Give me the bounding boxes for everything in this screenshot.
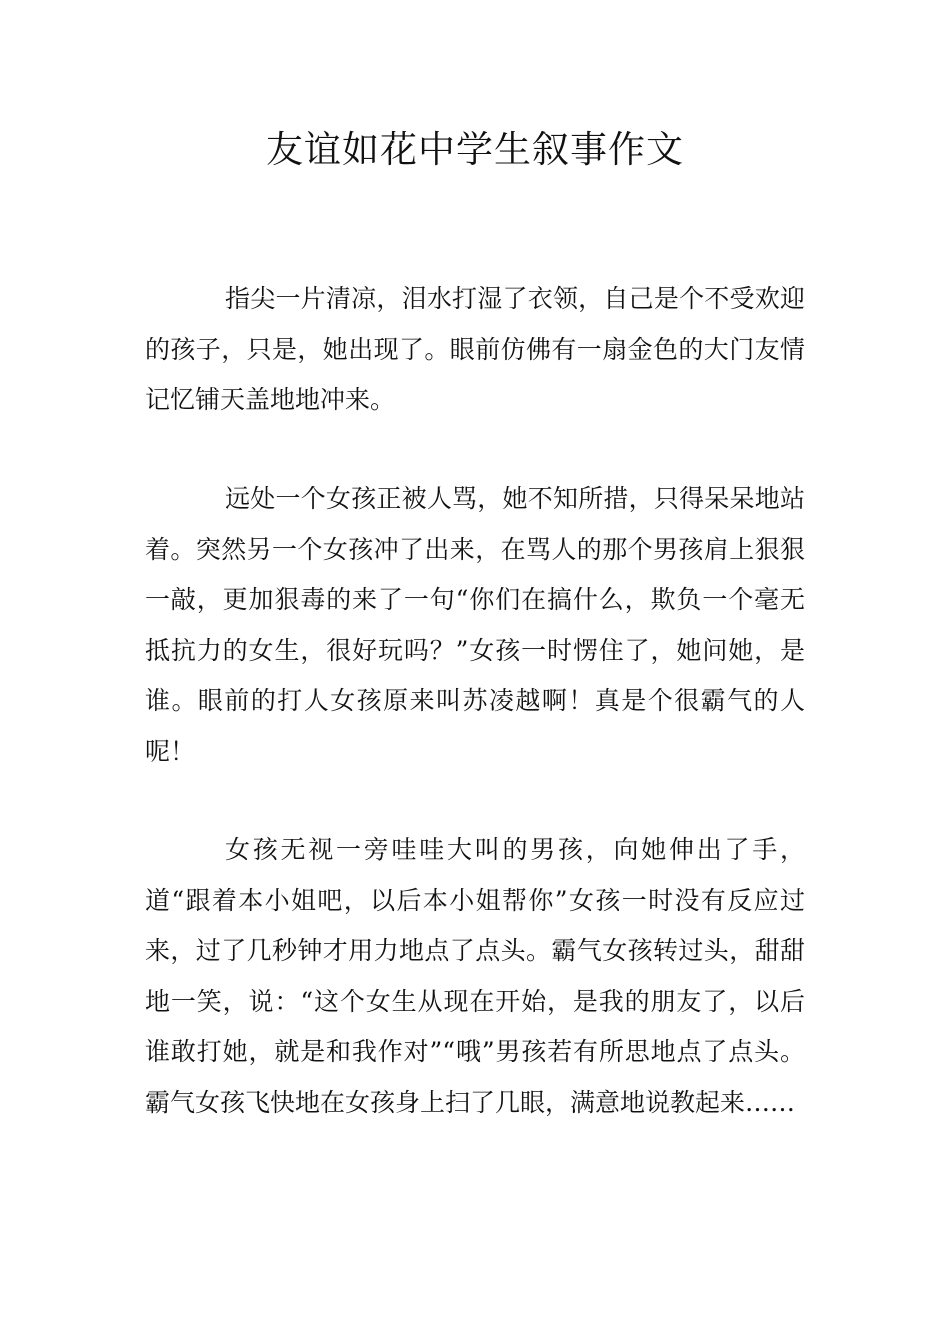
paragraph-1: 指尖一片清凉，泪水打湿了衣领，自己是个不受欢迎的孩子，只是，她出现了。眼前仿佛有一扇金色的大门友情记忆铺天盖地地冲来。 (145, 284, 805, 414)
paragraph-3: 女孩无视一旁哇哇大叫的男孩，向她伸出了手，道“跟着本小姐吧，以后本小姐帮你”女孩一时没有反应过来，过了几秒钟才用力地点了点头。霸气女孩转过头，甜甜地一笑，说：“这个女生从现在开始，是我的朋友了，以后谁敢打她，就是和我作对”“哦”男孩若有所思地点了点头。霸气女孩飞快地在女孩身上扫了几眼，满意地说教起来…… (145, 835, 805, 1117)
paragraph-2: 远处一个女孩正被人骂，她不知所措，只得呆呆地站着。突然另一个女孩冲了出来，在骂人的那个男孩肩上狠狠一敲，更加狠毒的来了一句“你们在搞什么，欺负一个毫无抵抗力的女生，很好玩吗？”女孩一时愣住了，她问她，是谁。眼前的打人女孩原来叫苏凌越啊！真是个很霸气的人呢！ (145, 484, 805, 766)
document-title: 友谊如花中学生叙事作文 (266, 128, 684, 171)
